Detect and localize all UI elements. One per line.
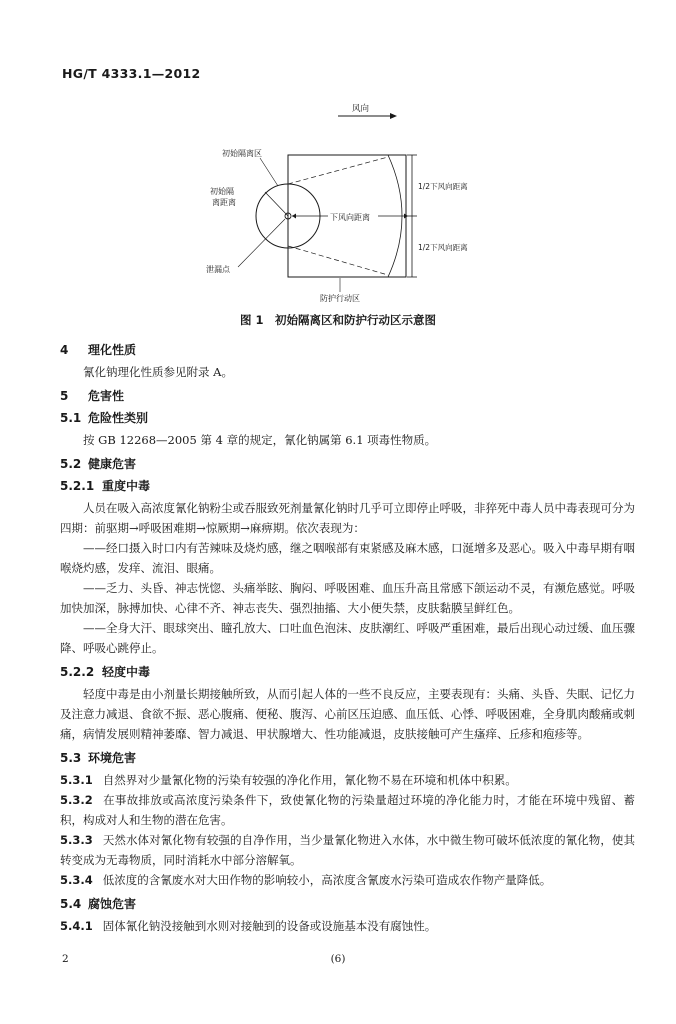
numbered-clause xyxy=(60,770,635,790)
numbered-clause xyxy=(60,790,635,830)
section-number: 5.2.1 xyxy=(60,479,95,493)
paragraph: 氰化钠理化性质参见附录 A。 xyxy=(83,365,233,379)
section-heading xyxy=(60,750,635,766)
section-title: 理化性质 xyxy=(88,343,137,357)
clause-text: 在事故排放或高浓度污染条件下，致使氰化物的污染量超过环境的净化能力时，才能在环境中残留、蓄积，构成对人和生物的潜在危害。 xyxy=(60,793,635,827)
isolation-zone-diagram xyxy=(200,102,500,307)
section-number: 4 xyxy=(60,343,69,357)
document-body xyxy=(60,342,635,936)
section-title: 环境危害 xyxy=(88,751,137,765)
numbered-clause xyxy=(60,870,635,890)
standard-code-header: HG/T 4333.1—2012 xyxy=(62,66,201,81)
numbered-clause xyxy=(60,916,635,936)
clause-number: 5.3.1 xyxy=(60,773,93,787)
section-heading xyxy=(60,388,635,404)
section-title: 腐蚀危害 xyxy=(88,897,137,911)
clause-number: 5.3.4 xyxy=(60,873,93,887)
downwind-distance-label: 下风向距离 xyxy=(330,213,370,222)
section-number: 5.4 xyxy=(60,897,82,911)
initial-isolation-distance-label: 初始隔 离距离 xyxy=(210,187,236,207)
protective-action-zone-label: 防护行动区 xyxy=(320,294,360,303)
clause-text: 固体氰化钠没接触到水则对接触到的设备或设施基本没有腐蚀性。 xyxy=(102,919,437,933)
paragraph: ——乏力、头昏、神志恍惚、头痛举眩、胸闷、呼吸困难、血压升高且常感下颌运动不灵，有濒危感觉。呼吸加快加深，脉搏加快、心律不齐、神志丧失、强烈抽搐、大小便失禁，皮肤黏膜呈鲜红色。 xyxy=(60,581,635,615)
section-number: 5.1 xyxy=(60,411,82,425)
clause-text: 低浓度的含氰废水对大田作物的影响较小，高浓度含氰废水污染可造成农作物产量降低。 xyxy=(102,873,552,887)
section-number: 5.3 xyxy=(60,751,82,765)
page-number: 2 xyxy=(62,953,69,965)
section-number: 5 xyxy=(60,389,69,403)
paragraph: ——经口摄入时口内有苦辣味及烧灼感，继之咽喉部有束紧感及麻木感，口涎增多及恶心。吸入中毒早期有咽喉烧灼感，发痒、流泪、眼痛。 xyxy=(60,541,635,575)
section-title: 重度中毒 xyxy=(102,479,151,493)
section-title: 危险性类别 xyxy=(88,411,149,425)
initial-isolation-zone-label: 初始隔离区 xyxy=(222,149,262,158)
section-heading xyxy=(60,342,635,358)
section-heading xyxy=(60,664,635,680)
leak-point-label: 泄漏点 xyxy=(206,265,230,274)
section-title: 危害性 xyxy=(88,389,125,403)
fan-line-bottom xyxy=(288,246,388,275)
half-downwind-bottom-label: 1/2下风向距离 xyxy=(418,243,468,252)
section-title: 健康危害 xyxy=(88,457,137,471)
paragraph: 按 GB 12268—2005 第 4 章的规定，氰化钠属第 6.1 项毒性物质。 xyxy=(83,433,437,447)
paragraph: 人员在吸入高浓度氰化钠粉尘或吞服致死剂量氰化钠时几乎可立即停止呼吸，非猝死中毒人员中毒表现可分为四期：前驱期→呼吸困难期→惊厥期→麻痹期。依次表现为： xyxy=(60,501,635,535)
clause-number: 5.4.1 xyxy=(60,919,93,933)
wind-label: 风向 xyxy=(352,104,370,114)
clause-text: 天然水体对氰化物有较强的自净作用，当少量氰化物进入水体，水中微生物可破坏低浓度的氰化物，使其转变成为无毒物质，同时消耗水中部分溶解氧。 xyxy=(60,833,635,867)
wind-arrowhead xyxy=(390,113,397,119)
sheet-mark: (6) xyxy=(330,953,346,965)
section-heading xyxy=(60,896,635,912)
numbered-clause xyxy=(60,830,635,870)
clause-number: 5.3.2 xyxy=(60,793,93,807)
section-heading xyxy=(60,456,635,472)
clause-text: 自然界对少量氰化物的污染有较强的净化作用，氰化物不易在环境和机体中积累。 xyxy=(102,773,517,787)
paragraph: ——全身大汗、眼球突出、瞳孔放大、口吐血色泡沫、皮肤潮红、呼吸严重困难，最后出现心动过缓、血压骤降、呼吸心跳停止。 xyxy=(60,621,635,655)
figure-caption: 图 1 初始隔离区和防护行动区示意图 xyxy=(239,313,436,327)
fan-line-top xyxy=(288,157,388,184)
section-heading xyxy=(60,410,635,426)
section-title: 轻度中毒 xyxy=(102,665,151,679)
isolation-radius-arrow xyxy=(265,192,288,216)
section-heading xyxy=(60,478,635,494)
section-number: 5.2.2 xyxy=(60,665,95,679)
paragraph: 轻度中毒是由小剂量长期接触所致，从而引起人体的一些不良反应，主要表现有：头痛、头昏、失眠、记忆力及注意力减退、食欲不振、恶心腹痛、便秘、腹泻、心前区压迫感、血压低、心悸、呼吸困难，全身肌肉酸痛或刺痛，病情发展则精神萎靡、智力减退、甲状腺增大、性功能减退，皮肤接触可产生瘙痒、丘疹和疱疹等。 xyxy=(60,687,635,741)
half-downwind-top-label: 1/2下风向距离 xyxy=(418,182,468,191)
section-number: 5.2 xyxy=(60,457,82,471)
clause-number: 5.3.3 xyxy=(60,833,93,847)
